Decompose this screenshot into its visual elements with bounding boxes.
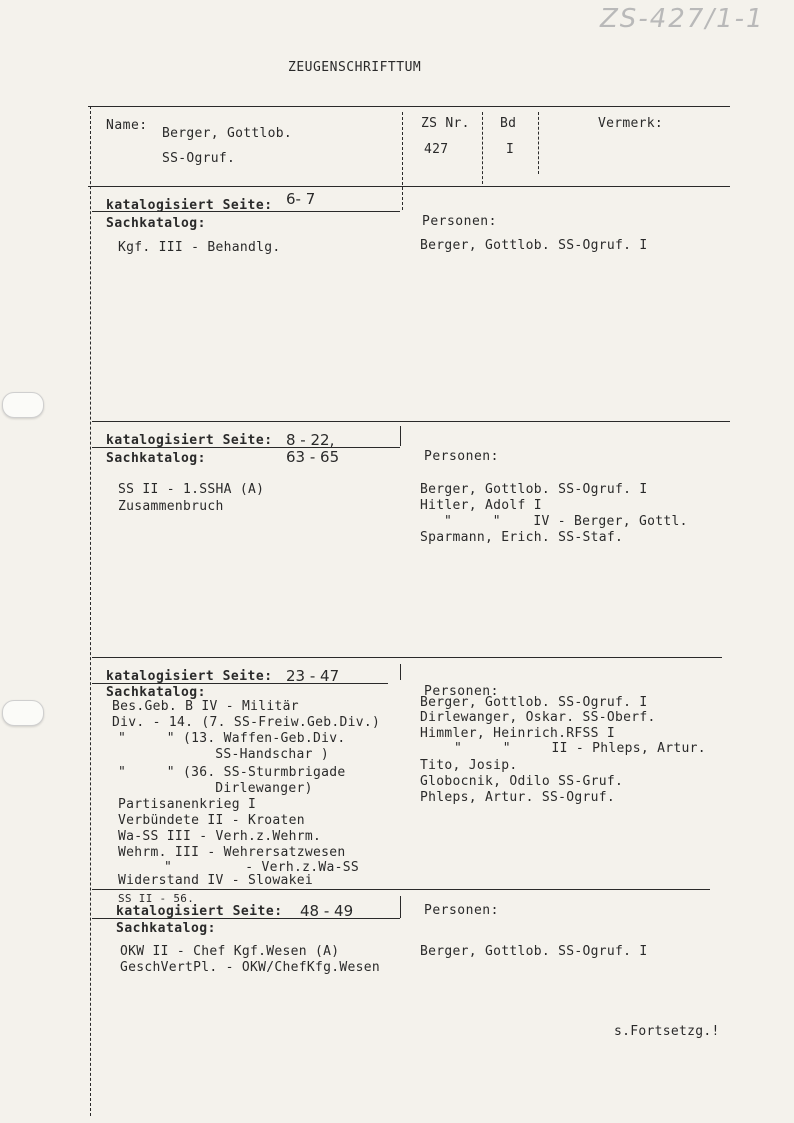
section1-sach-label: Sachkatalog: [106,216,206,231]
punch-hole-bottom [2,700,44,726]
header-bottom-rule [88,186,730,187]
header-divider-1 [402,112,403,210]
section2-pers-entry-1: Berger, Gottlob. SS-Ogruf. I [420,482,648,497]
section1-pers-label: Personen: [422,214,497,229]
section1-kat-rule [92,211,400,212]
section1-bottom-rule [92,421,730,422]
section3-sach-entry-12: Widerstand IV - Slowakei [118,873,314,888]
section3-sach-entry-13: SS II - 56. [118,892,195,905]
section1-pages: 6- 7 [286,190,316,208]
section4-pers-label: Personen: [424,903,499,918]
vermerk-label: Vermerk: [598,116,664,131]
section1-sach-entry: Kgf. III - Behandlg. [118,240,281,255]
section3-sach-entry-6: Dirlewanger) [134,781,313,796]
bd-value: I [506,142,515,157]
section3-pers-entry-7: Phleps, Artur. SS-Ogruf. [420,790,616,805]
section3-sach-entry-1: Bes.Geb. B IV - Militär [112,699,299,714]
zs-value: 427 [424,142,449,157]
section3-pers-label: Personen: [424,684,499,699]
section3-kat-tick [400,664,401,680]
section3-pers-entry-6: Globocnik, Odilo SS-Gruf. [420,774,624,789]
section3-kat-label: katalogisiert Seite: [106,669,273,684]
section3-pers-entry-3: Himmler, Heinrich.RFSS I [420,726,616,741]
name-label: Name: [106,118,148,133]
section4-pers-entry-1: Berger, Gottlob. SS-Ogruf. I [420,944,648,959]
section4-kat-label: katalogisiert Seite: [116,904,283,919]
header-divider-3 [538,112,539,174]
section3-sach-label: Sachkatalog: [106,685,206,700]
section1-kat-label: katalogisiert Seite: [106,198,273,213]
section2-pers-entry-2: Hitler, Adolf I [420,498,542,513]
name-value: Berger, Gottlob. [162,126,293,141]
section3-kat-rule [92,683,388,684]
bd-label: Bd [500,116,517,131]
section3-sach-entry-8: Verbündete II - Kroaten [118,813,305,828]
section3-sach-entry-3: " " (13. Waffen-Geb.Div. [118,731,346,746]
section2-pers-entry-3: " " IV - Berger, Gottl. [444,514,688,529]
section2-pers-label: Personen: [424,449,499,464]
page-title: ZEUGENSCHRIFTTUM [288,60,422,75]
archive-stamp: ZS-427/1-1 [600,4,765,34]
left-margin-rule [90,106,91,1116]
section3-pers-entry-4: " " II - Phleps, Artur. [454,741,706,756]
section3-pers-entry-5: Tito, Josip. [420,758,518,773]
header-divider-2 [482,112,483,184]
section2-sach-entry-1: SS II - 1.SSHA (A) [118,482,265,497]
section2-kat-tick [400,426,401,446]
section2-sach-entry-2: Zusammenbruch [118,499,224,514]
zs-label: ZS Nr. [421,116,470,131]
section4-kat-rule [92,918,400,919]
header-top-rule [88,106,730,107]
section2-kat-label: katalogisiert Seite: [106,433,273,448]
section3-sach-entry-9: Wa-SS III - Verh.z.Wehrm. [118,829,322,844]
section4-sach-label: Sachkatalog: [116,921,216,936]
section3-sach-entry-7: Partisanenkrieg I [118,797,257,812]
section3-sach-entry-5: " " (36. SS-Sturmbrigade [118,765,346,780]
section1-pers-entry: Berger, Gottlob. SS-Ogruf. I [420,238,648,253]
punch-hole-top [2,392,44,418]
section3-sach-entry-10: Wehrm. III - Wehrersatzwesen [118,845,346,860]
section2-pages-extra: 63 - 65 [286,448,340,466]
continuation-note: s.Fortsetzg.! [614,1024,720,1039]
section3-bottom-rule [92,889,710,890]
section4-sach-entry-2: GeschVertPl. - OKW/ChefKfg.Wesen [120,960,381,975]
section3-pers-entry-2: Dirlewanger, Oskar. SS-Oberf. [420,710,656,725]
section2-sach-label: Sachkatalog: [106,451,206,466]
section3-pages: 23 - 47 [286,667,340,685]
section2-bottom-rule [92,657,722,658]
section4-pages: 48 - 49 [300,902,354,920]
section2-pages: 8 - 22, [286,431,335,449]
section4-sach-entry-1: OKW II - Chef Kgf.Wesen (A) [120,944,340,959]
section3-sach-entry-11: " - Verh.z.Wa-SS [164,860,360,875]
section3-sach-entry-2: Div. - 14. (7. SS-Freiw.Geb.Div.) [112,715,381,730]
section2-pers-entry-4: Sparmann, Erich. SS-Staf. [420,530,624,545]
rank-value: SS-Ogruf. [162,151,236,166]
section4-kat-tick [400,896,401,918]
section3-sach-entry-4: SS-Handschar ) [134,747,330,762]
section3-pers-entry-1: Berger, Gottlob. SS-Ogruf. I [420,695,648,710]
section2-kat-rule [92,447,400,448]
